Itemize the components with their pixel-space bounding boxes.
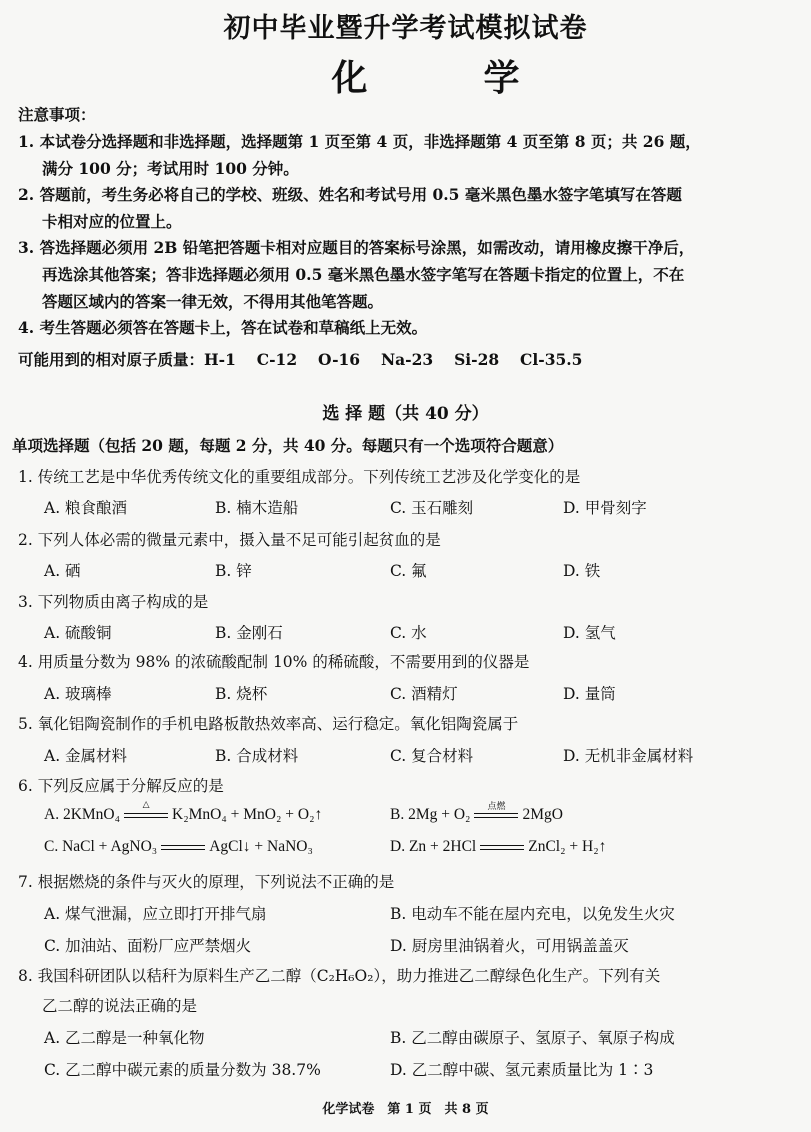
option-c: C. 加油站、面粉厂应严禁烟火 (44, 937, 252, 955)
question-stem: 5. 氧化铝陶瓷制作的手机电路板散热效率高、运行稳定。氧化铝陶瓷属于 (18, 715, 519, 733)
equation-a: A. 2KMnO₄ △ K₂MnO₄ + MnO₂ + O₂↑ (44, 799, 323, 823)
option-d: D. 厨房里油锅着火，可用锅盖盖灭 (390, 937, 629, 955)
note-line: 卡相对应的位置上。 (42, 212, 182, 231)
option-a: A. 玻璃棒 (44, 685, 112, 703)
option-a: A. 乙二醇是一种氧化物 (44, 1029, 205, 1047)
exam-title: 初中毕业暨升学考试模拟试卷 (223, 13, 588, 44)
option-c: C. 玉石雕刻 (390, 499, 474, 517)
question-stem: 8. 我国科研团队以秸秆为原料生产乙二醇（C₂H₆O₂），助力推进乙二醇绿色化生产。下列有关 (18, 967, 661, 985)
option-d: D. 甲骨刻字 (563, 499, 647, 517)
option-b: B. 金刚石 (215, 624, 283, 642)
page-footer: 化学试卷 第 1 页 共 8 页 (322, 1102, 489, 1117)
option-b: B. 乙二醇由碳原子、氢原子、氧原子构成 (390, 1029, 675, 1047)
option-b: B. 电动车不能在屋内充电，以免发生火灾 (390, 905, 675, 923)
question-stem: 3. 下列物质由离子构成的是 (18, 593, 209, 611)
note-line: 满分 100 分；考试用时 100 分钟。 (42, 159, 299, 178)
option-a: A. 粮食酿酒 (44, 499, 128, 517)
reaction-arrow: △ (124, 807, 168, 823)
option-d: D. 量筒 (563, 685, 616, 703)
question-stem: 1. 传统工艺是中华优秀传统文化的重要组成部分。下列传统工艺涉及化学变化的是 (18, 468, 581, 486)
option-d: D. 乙二醇中碳、氢元素质量比为 1∶3 (390, 1061, 654, 1079)
note-line: 1. 本试卷分选择题和非选择题，选择题第 1 页至第 4 页，非选择题第 4 页至第 8 页；共 26 题， (18, 132, 701, 151)
atomic-mass-line: 可能用到的相对原子质量：H-1 C-12 O-16 Na-23 Si-28 Cl-35.5 (18, 350, 583, 369)
subject-title: 化 学 (331, 57, 560, 99)
equation-b: B. 2Mg + O₂ 点燃 2MgO (390, 801, 563, 823)
option-b: B. 合成材料 (215, 747, 299, 765)
option-a: A. 硫酸铜 (44, 624, 112, 642)
reaction-arrow: 点燃 (474, 807, 518, 823)
option-a: A. 金属材料 (44, 747, 128, 765)
note-line: 4. 考生答题必须答在答题卡上，答在试卷和草稿纸上无效。 (18, 318, 428, 337)
equation-d: D. Zn + 2HCl ZnCl₂ + H₂↑ (390, 838, 607, 855)
question-stem: 2. 下列人体必需的微量元素中，摄入量不足可能引起贫血的是 (18, 531, 441, 549)
note-line: 答题区域内的答案一律无效，不得用其他笔答题。 (42, 292, 384, 311)
option-d: D. 无机非金属材料 (563, 747, 694, 765)
option-b: B. 锌 (215, 562, 252, 580)
section-instruction: 单项选择题（包括 20 题，每题 2 分，共 40 分。每题只有一个选项符合题意） (12, 436, 564, 455)
question-stem-continued: 乙二醇的说法正确的是 (42, 997, 198, 1015)
option-c: C. 复合材料 (390, 747, 474, 765)
note-line: 再选涂其他答案；答非选择题必须用 0.5 毫米黑色墨水签字笔写在答题卡指定的位置上，不在 (42, 265, 685, 284)
option-a: A. 煤气泄漏，应立即打开排气扇 (44, 905, 267, 923)
option-c: C. 乙二醇中碳元素的质量分数为 38.7% (44, 1061, 321, 1079)
question-stem: 4. 用质量分数为 98% 的浓硫酸配制 10% 的稀硫酸，不需要用到的仪器是 (18, 653, 530, 671)
reaction-arrow (480, 839, 524, 855)
option-c: C. 酒精灯 (390, 685, 458, 703)
question-stem: 6. 下列反应属于分解反应的是 (18, 777, 224, 795)
section-title: 选 择 题（共 40 分） (322, 404, 489, 424)
note-line: 3. 答选择题必须用 2B 铅笔把答题卡相对应题目的答案标号涂黑，如需改动，请用橡皮擦干净后， (18, 238, 695, 257)
option-c: C. 氟 (390, 562, 427, 580)
option-d: D. 氢气 (563, 624, 616, 642)
option-d: D. 铁 (563, 562, 601, 580)
option-c: C. 水 (390, 624, 427, 642)
question-stem: 7. 根据燃烧的条件与灭火的原理，下列说法不正确的是 (18, 873, 395, 891)
option-b: B. 烧杯 (215, 685, 268, 703)
notes-heading: 注意事项： (18, 105, 96, 124)
option-a: A. 硒 (44, 562, 81, 580)
option-b: B. 楠木造船 (215, 499, 299, 517)
equation-c: C. NaCl + AgNO₃ AgCl↓ + NaNO₃ (44, 838, 313, 855)
note-line: 2. 答题前，考生务必将自己的学校、班级、姓名和考试号用 0.5 毫米黑色墨水签字笔填写在答题 (18, 185, 682, 204)
reaction-arrow (161, 839, 205, 855)
